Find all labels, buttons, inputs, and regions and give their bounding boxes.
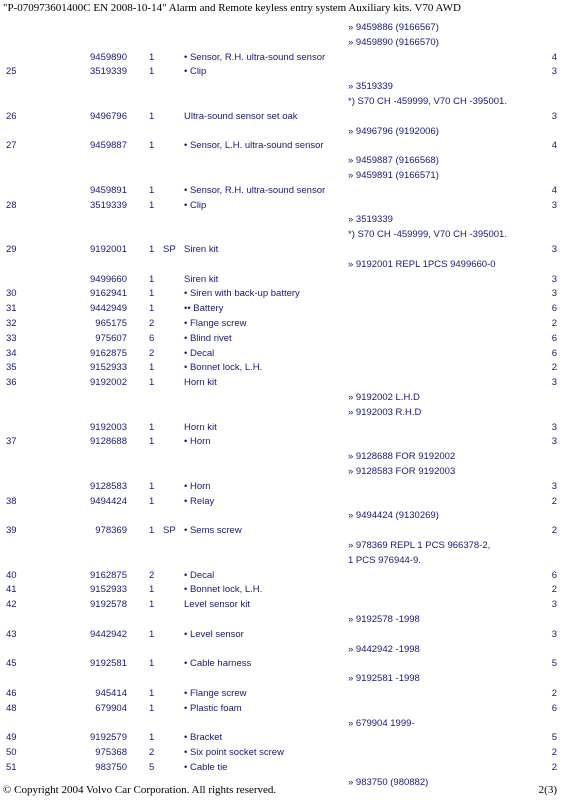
table-row: [0, 376, 565, 389]
group-code: 5: [551, 658, 557, 670]
part-number: 9494424: [90, 495, 127, 507]
table-row: [0, 717, 565, 730]
part-number: 9192002: [90, 377, 127, 389]
table-row: [0, 65, 565, 78]
description: • Flange screw: [184, 688, 247, 699]
position-number: 42: [6, 599, 17, 611]
part-number: 9442942: [90, 628, 127, 640]
description: • Sensor, R.H. ultra-sound sensor: [184, 51, 326, 63]
quantity: 1: [149, 628, 155, 640]
table-row: [0, 36, 565, 49]
quantity: 1: [149, 362, 155, 374]
group-code: 4: [551, 184, 557, 196]
group-code: 3: [551, 421, 557, 433]
part-number: 983750: [95, 762, 127, 773]
position-number: 38: [6, 495, 17, 507]
reference-note: » 9442942 -1998: [348, 643, 420, 655]
position-number: 25: [6, 66, 17, 78]
description: Ultra-sound sensor set oak: [184, 110, 298, 122]
quantity: 6: [149, 332, 155, 344]
group-code: 3: [551, 288, 557, 300]
position-number: 28: [6, 199, 17, 211]
quantity: 1: [149, 273, 155, 285]
table-row: [0, 554, 565, 567]
description: Horn kit: [184, 421, 217, 433]
position-number: 29: [6, 244, 17, 255]
table-row: [0, 391, 565, 404]
table-row: [0, 480, 565, 493]
position-number: 26: [6, 110, 17, 122]
table-row: [0, 302, 565, 315]
position-number: 48: [6, 702, 17, 714]
part-number: 9192578: [90, 599, 127, 611]
description: • Decal: [184, 347, 215, 359]
quantity: 2: [149, 318, 155, 329]
quantity: 1: [149, 51, 155, 63]
group-code: 5: [551, 732, 557, 744]
part-number: 9192003: [90, 421, 127, 433]
table-row: [0, 258, 565, 271]
part-number: 9128688: [90, 436, 127, 448]
quantity: 1: [149, 110, 155, 122]
table-row: [0, 154, 565, 167]
reference-note: » 9192003 R.H.D: [348, 406, 422, 418]
quantity: 1: [149, 495, 155, 507]
table-row: [0, 421, 565, 434]
description: • Clip: [184, 66, 207, 78]
table-row: [0, 598, 565, 611]
quantity: 1: [149, 688, 155, 699]
part-number: 9192579: [90, 732, 127, 744]
reference-note: » 3519339: [348, 81, 393, 93]
table-row: [0, 687, 565, 700]
table-row: [0, 332, 565, 345]
group-code: 2: [551, 584, 557, 596]
group-code: 6: [551, 303, 557, 315]
quantity: 1: [149, 303, 155, 315]
description: • Six point socket screw: [184, 747, 284, 759]
part-number: 9152933: [90, 362, 127, 374]
table-row: [0, 21, 565, 34]
table-row: [0, 184, 565, 197]
reference-note: » 9128583 FOR 9192003: [348, 466, 456, 477]
description: • Cable harness: [184, 658, 252, 670]
quantity: 1: [149, 658, 155, 670]
table-row: [0, 450, 565, 463]
group-code: 3: [551, 273, 557, 285]
reference-note: » 9192002 L.H.D: [348, 392, 420, 403]
description: • Horn: [184, 436, 211, 448]
group-code: 6: [551, 347, 557, 359]
description: • Cable tie: [184, 762, 228, 773]
table-row: [0, 287, 565, 300]
table-row: [0, 509, 565, 522]
part-number: 679904: [95, 702, 127, 714]
group-code: 2: [551, 747, 557, 759]
position-number: 37: [6, 436, 17, 448]
table-row: [0, 125, 565, 138]
description: Level sensor kit: [184, 599, 251, 611]
reference-note: 1 PCS 976944-9.: [348, 554, 421, 566]
group-code: 2: [551, 495, 557, 507]
quantity: 1: [149, 599, 155, 611]
part-number: 9128583: [90, 480, 127, 492]
table-row: [0, 731, 565, 744]
table-row: [0, 643, 565, 656]
table-row: [0, 583, 565, 596]
position-number: 51: [6, 762, 17, 773]
document-header: "P-070973601400C EN 2008-10-14" Alarm and Remote keyless entry system Auxiliary kits. V70 AWD: [3, 2, 461, 14]
table-row: [0, 613, 565, 626]
table-row: [0, 361, 565, 374]
table-row: [0, 80, 565, 93]
copyright-footer: © Copyright 2004 Volvo Car Corporation. All rights reserved.: [3, 784, 277, 796]
page-number: 2(3): [538, 784, 557, 796]
description: • Sems screw: [184, 525, 242, 537]
group-code: 3: [551, 66, 557, 78]
part-number: 9162875: [90, 347, 127, 359]
position-number: 33: [6, 332, 17, 344]
group-code: 6: [551, 332, 557, 344]
description: • Relay: [184, 495, 215, 507]
reference-note: » 9459890 (9166570): [348, 36, 439, 48]
table-row: [0, 228, 565, 241]
position-number: 31: [6, 303, 17, 315]
table-row: [0, 672, 565, 685]
part-number: 9499660: [90, 273, 127, 285]
part-number: 9459890: [90, 51, 127, 63]
table-row: [0, 569, 565, 582]
quantity: 1: [149, 480, 155, 492]
reference-note: » 9192578 -1998: [348, 614, 420, 625]
position-number: 35: [6, 362, 17, 374]
reference-note: » 983750 (980882): [348, 776, 429, 788]
quantity: 1: [149, 184, 155, 196]
group-code: 4: [551, 51, 557, 63]
group-code: 3: [551, 244, 557, 255]
description: • Horn: [184, 480, 211, 492]
position-number: 34: [6, 347, 17, 359]
position-number: 46: [6, 688, 17, 699]
table-row: [0, 746, 565, 759]
reference-note: » 978369 REPL 1 PCS 966378-2,: [348, 540, 491, 551]
group-code: 2: [551, 362, 557, 374]
quantity: 1: [149, 288, 155, 300]
part-number: 978369: [95, 525, 127, 537]
table-row: [0, 539, 565, 552]
position-number: 36: [6, 377, 17, 389]
reference-note: » 9128688 FOR 9192002: [348, 451, 456, 463]
group-code: 3: [551, 628, 557, 640]
quantity: 1: [149, 732, 155, 744]
table-row: [0, 702, 565, 715]
position-number: 43: [6, 628, 17, 640]
table-row: [0, 199, 565, 212]
quantity: 2: [149, 347, 155, 359]
table-row: [0, 761, 565, 774]
quantity: 2: [149, 747, 155, 759]
reference-note: » 9494424 (9130269): [348, 510, 439, 522]
reference-note: » 9192001 REPL 1PCS 9499660-0: [348, 258, 496, 270]
table-row: [0, 51, 565, 64]
reference-note: » 9459891 (9166571): [348, 170, 439, 181]
quantity: 1: [149, 140, 155, 152]
description: • Siren with back-up battery: [184, 288, 300, 300]
position-number: 32: [6, 318, 17, 329]
position-number: 49: [6, 732, 17, 744]
table-row: [0, 243, 565, 256]
description: • Blind rivet: [184, 332, 232, 344]
group-code: 3: [551, 110, 557, 122]
part-number: 975607: [95, 332, 127, 344]
group-code: 3: [551, 377, 557, 389]
position-number: 30: [6, 288, 17, 300]
quantity: 1: [149, 199, 155, 211]
table-row: [0, 213, 565, 226]
table-row: [0, 435, 565, 448]
quantity: 1: [149, 584, 155, 596]
description: • Decal: [184, 569, 215, 581]
table-row: [0, 139, 565, 152]
description: Siren kit: [184, 244, 219, 255]
table-row: [0, 657, 565, 670]
group-code: 3: [551, 199, 557, 211]
table-row: [0, 628, 565, 641]
quantity: 1: [149, 421, 155, 433]
group-code: 6: [551, 569, 557, 581]
description: Siren kit: [184, 273, 219, 285]
position-number: 40: [6, 569, 17, 581]
part-number: 9496796: [90, 110, 127, 122]
table-row: [0, 524, 565, 537]
part-number: 9459887: [90, 140, 127, 152]
description: •• Battery: [184, 303, 224, 315]
reference-note: » 9496796 (9192006): [348, 125, 439, 137]
part-number: 9162941: [90, 288, 127, 300]
description: • Bonnet lock, L.H.: [184, 362, 263, 374]
part-number: 3519339: [90, 66, 127, 78]
group-code: 2: [551, 318, 557, 329]
reference-note: *) S70 CH -459999, V70 CH -395001.: [348, 229, 507, 241]
quantity: 1: [149, 702, 155, 714]
description: Horn kit: [184, 377, 217, 389]
part-number: 9162875: [90, 569, 127, 581]
position-number: 45: [6, 658, 17, 670]
table-row: [0, 169, 565, 182]
table-row: [0, 95, 565, 108]
part-number: 945414: [95, 688, 127, 699]
quantity: 1: [149, 66, 155, 78]
table-row: [0, 317, 565, 330]
reference-note: » 9459887 (9166568): [348, 155, 439, 167]
table-row: [0, 495, 565, 508]
group-code: 4: [551, 140, 557, 152]
quantity: 1: [149, 244, 155, 255]
group-code: 6: [551, 702, 557, 714]
spare-flag: SP: [163, 244, 176, 255]
quantity: 1: [149, 436, 155, 448]
position-number: 41: [6, 584, 17, 596]
group-code: 3: [551, 436, 557, 448]
description: • Flange screw: [184, 318, 247, 329]
group-code: 2: [551, 525, 557, 537]
description: • Sensor, L.H. ultra-sound sensor: [184, 140, 324, 152]
reference-note: » 679904 1999-: [348, 717, 415, 729]
part-number: 9192001: [90, 244, 127, 255]
description: • Bracket: [184, 732, 223, 744]
reference-note: » 9459886 (9166567): [348, 22, 439, 33]
quantity: 5: [149, 762, 155, 773]
position-number: 27: [6, 140, 17, 152]
quantity: 1: [149, 377, 155, 389]
table-row: [0, 406, 565, 419]
description: • Plastic foam: [184, 702, 242, 714]
group-code: 2: [551, 762, 557, 773]
reference-note: » 9192581 -1998: [348, 673, 420, 685]
reference-note: *) S70 CH -459999, V70 CH -395001.: [348, 96, 507, 107]
group-code: 2: [551, 688, 557, 699]
description: • Sensor, R.H. ultra-sound sensor: [184, 184, 326, 196]
quantity: 2: [149, 569, 155, 581]
table-row: [0, 110, 565, 123]
part-number: 3519339: [90, 199, 127, 211]
quantity: 1: [149, 525, 155, 537]
table-row: [0, 273, 565, 286]
part-number: 9192581: [90, 658, 127, 670]
part-number: 975368: [95, 747, 127, 759]
position-number: 39: [6, 525, 17, 537]
group-code: 3: [551, 480, 557, 492]
description: • Clip: [184, 199, 207, 211]
table-row: [0, 347, 565, 360]
part-number: 9152933: [90, 584, 127, 596]
part-number: 9442949: [90, 303, 127, 315]
part-number: 9459891: [90, 184, 127, 196]
reference-note: » 3519339: [348, 214, 393, 226]
part-number: 965175: [95, 318, 127, 329]
spare-flag: SP: [163, 525, 176, 537]
description: • Bonnet lock, L.H.: [184, 584, 263, 596]
description: • Level sensor: [184, 628, 244, 640]
group-code: 3: [551, 599, 557, 611]
table-row: [0, 465, 565, 478]
position-number: 50: [6, 747, 17, 759]
